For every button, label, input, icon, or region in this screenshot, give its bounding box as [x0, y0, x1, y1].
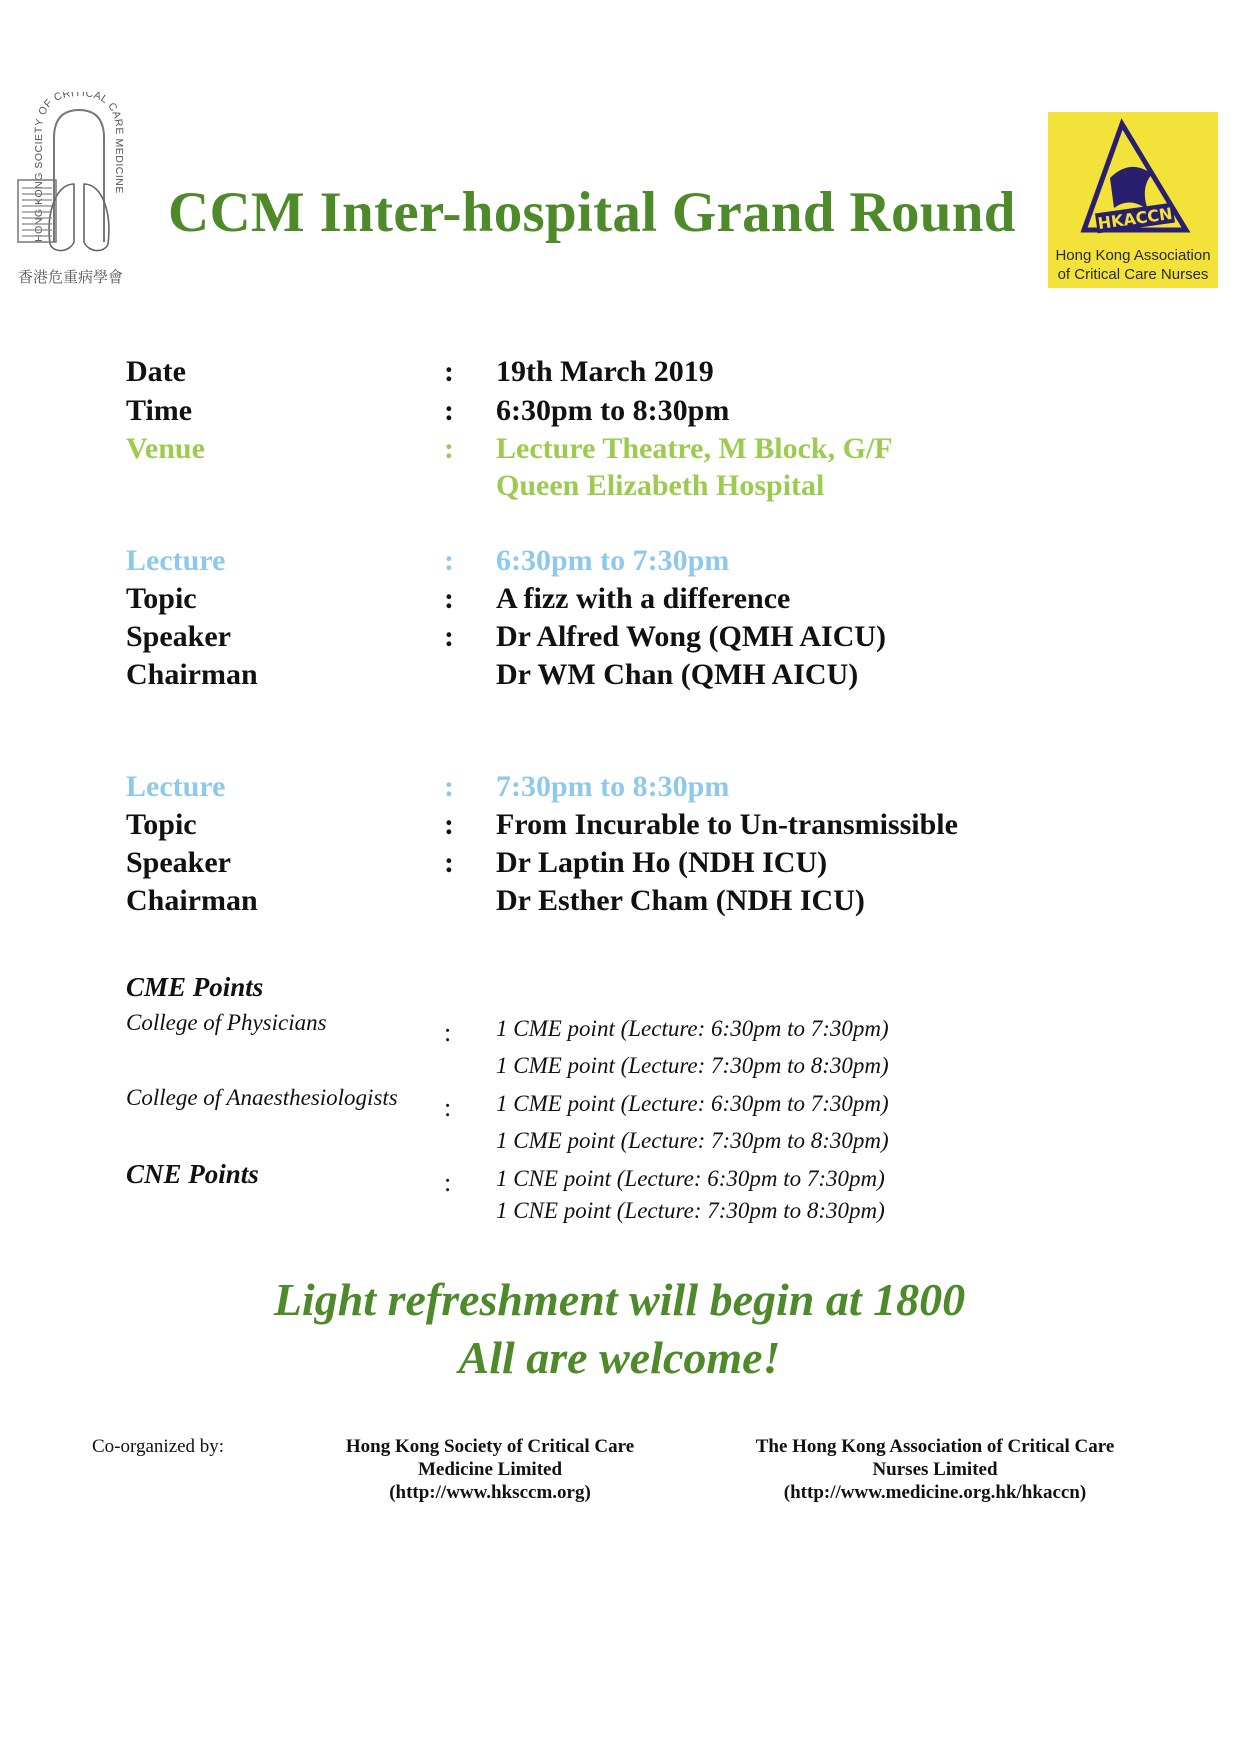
- cne-point-value: 1 CNE point (Lecture: 7:30pm to 8:30pm): [496, 1198, 885, 1223]
- detail-label: Date: [126, 355, 186, 388]
- hksccm-lung-logo-icon: [14, 92, 144, 292]
- logo-chinese-text: 香港危重病學會: [18, 268, 124, 286]
- org-hkaccn-url: (http://www.medicine.org.hk/hkaccn): [783, 1482, 1087, 1503]
- hkaccn-logo-caption: Hong Kong Association of Critical Care Nurses: [1055, 247, 1211, 283]
- refreshment-message: Light refreshment will begin at 1800: [273, 1274, 966, 1325]
- logo-ring-text: HONG KONG SOCIETY OF CRITICAL CARE MEDICINE: [32, 92, 126, 242]
- detail-label: Time: [126, 394, 193, 427]
- detail-value: 19th March 2019: [496, 355, 714, 388]
- co-organized-label: Co-organized by:: [92, 1436, 225, 1457]
- points-colon: :: [444, 1018, 452, 1047]
- detail-label: Venue: [126, 432, 205, 465]
- cne-heading: CNE Points: [126, 1159, 259, 1189]
- detail-value: 6:30pm to 8:30pm: [496, 394, 730, 427]
- cme-point-value: 1 CME point (Lecture: 7:30pm to 8:30pm): [496, 1128, 889, 1153]
- cme-point-value: 1 CME point (Lecture: 6:30pm to 7:30pm): [496, 1016, 889, 1041]
- svg-text:HONG KONG SOCIETY OF CRITICAL: [33, 92, 125, 242]
- welcome-message: All are welcome!: [458, 1332, 781, 1383]
- org-hkaccn: The Hong Kong Association of Critical Care Nurses Limited (http://www.medicine.org.hk/hkaccn): [720, 1435, 1150, 1504]
- hkaccn-abbr: HKACCN: [1096, 203, 1174, 234]
- org-hksccm: Hong Kong Society of Critical Care Medicine Limited (http://www.hksccm.org): [300, 1435, 680, 1504]
- detail-value: Lecture Theatre, M Block, G/F: [496, 432, 893, 465]
- points-colon: :: [444, 1093, 452, 1122]
- hkaccn-logo-icon: [1048, 112, 1218, 288]
- college-physicians-label: College of Physicians: [126, 1010, 327, 1035]
- cme-point-value: 1 CME point (Lecture: 7:30pm to 8:30pm): [496, 1053, 889, 1078]
- points-colon: :: [444, 1168, 452, 1197]
- detail-value: Queen Elizabeth Hospital: [496, 469, 825, 502]
- cme-heading: CME Points: [126, 972, 264, 1002]
- college-anaesthesiologists-label: College of Anaesthesiologists: [126, 1085, 398, 1110]
- org-hksccm-url: (http://www.hksccm.org): [389, 1482, 591, 1503]
- cme-point-value: 1 CME point (Lecture: 6:30pm to 7:30pm): [496, 1091, 889, 1116]
- cne-point-value: 1 CNE point (Lecture: 6:30pm to 7:30pm): [496, 1166, 885, 1191]
- page-title: CCM Inter-hospital Grand Round: [168, 181, 1016, 244]
